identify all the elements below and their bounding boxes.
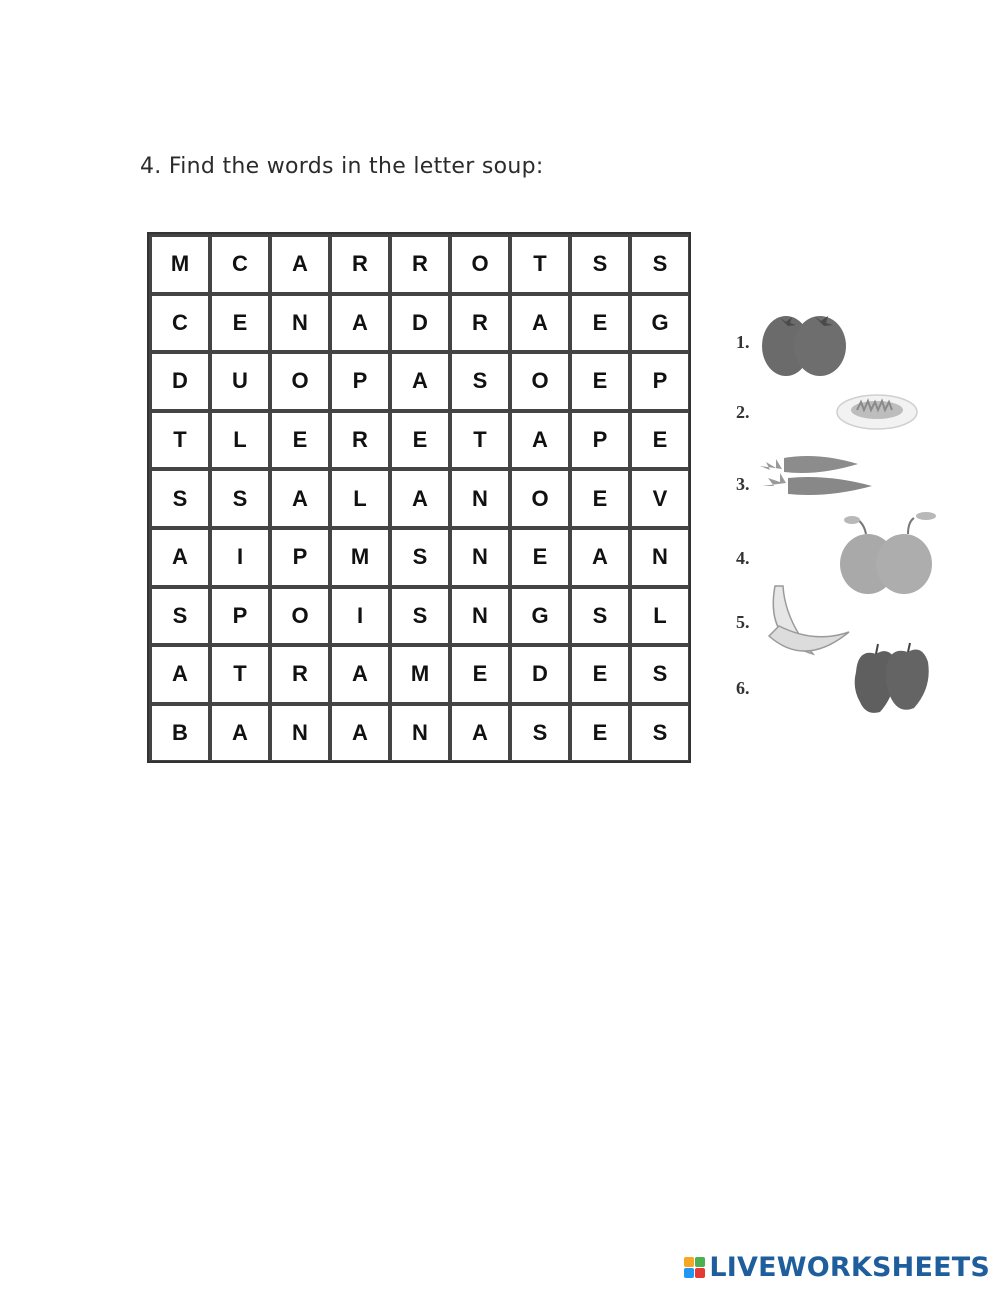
grid-cell: S	[389, 586, 449, 645]
grid-cell: A	[329, 293, 389, 352]
grid-cell: C	[209, 234, 269, 293]
grid-cell: E	[569, 703, 629, 762]
grid-cell: M	[389, 644, 449, 703]
grid-cell: P	[569, 410, 629, 469]
grid-cell: A	[329, 703, 389, 762]
grid-cell: L	[209, 410, 269, 469]
grid-cell: T	[149, 410, 209, 469]
grid-cell: E	[389, 410, 449, 469]
tomatoes-icon	[760, 302, 850, 382]
grid-cell: A	[389, 468, 449, 527]
grid-cell: L	[629, 586, 689, 645]
grid-cell: N	[449, 527, 509, 586]
grid-cell: S	[509, 703, 569, 762]
grid-cell: P	[629, 351, 689, 410]
grid-cell: S	[569, 586, 629, 645]
grid-cell: S	[629, 703, 689, 762]
apples-icon	[852, 642, 932, 717]
grid-cell: N	[389, 703, 449, 762]
grid-cell: A	[389, 351, 449, 410]
salad-icon	[835, 390, 920, 432]
grid-cell: A	[269, 234, 329, 293]
grid-cell: A	[569, 527, 629, 586]
grid-cell: T	[449, 410, 509, 469]
grid-cell: E	[569, 644, 629, 703]
grid-cell: S	[389, 527, 449, 586]
grid-cell: D	[389, 293, 449, 352]
grid-cell: N	[269, 703, 329, 762]
grid-cell: A	[509, 410, 569, 469]
grid-cell: S	[209, 468, 269, 527]
grid-cell: M	[149, 234, 209, 293]
grid-cell: E	[569, 351, 629, 410]
grid-cell: N	[269, 293, 329, 352]
grid-cell: S	[449, 351, 509, 410]
grid-cell: B	[149, 703, 209, 762]
grid-cell: O	[509, 468, 569, 527]
grid-cell: A	[449, 703, 509, 762]
picture-number-1: 1.	[736, 332, 750, 352]
grid-cell: S	[149, 468, 209, 527]
grid-cell: A	[329, 644, 389, 703]
grid-cell: E	[629, 410, 689, 469]
grid-cell: E	[509, 527, 569, 586]
grid-cell: T	[209, 644, 269, 703]
grid-cell: R	[269, 644, 329, 703]
grid-cell: P	[209, 586, 269, 645]
grid-cell: U	[209, 351, 269, 410]
grid-cell: A	[149, 527, 209, 586]
grid-cell: N	[449, 468, 509, 527]
liveworksheets-logo-icon	[684, 1257, 705, 1278]
picture-number-3: 3.	[736, 474, 750, 494]
carrots-icon	[758, 450, 878, 505]
grid-cell: E	[569, 293, 629, 352]
grid-cell: T	[509, 234, 569, 293]
grid-cell: S	[569, 234, 629, 293]
grid-cell: P	[329, 351, 389, 410]
grid-cell: O	[269, 351, 329, 410]
grid-cell: P	[269, 527, 329, 586]
grid-cell: I	[209, 527, 269, 586]
grid-cell: A	[509, 293, 569, 352]
grid-cell: C	[149, 293, 209, 352]
grid-cell: D	[149, 351, 209, 410]
grid-cell: R	[389, 234, 449, 293]
footer-logo	[684, 1252, 990, 1283]
grid-cell: G	[509, 586, 569, 645]
brand-name: LIVEWORKSHEETS	[709, 1252, 990, 1283]
grid-cell: R	[329, 234, 389, 293]
grid-cell: E	[569, 468, 629, 527]
grid-cell: A	[149, 644, 209, 703]
picture-list	[730, 290, 990, 730]
grid-cell: S	[629, 644, 689, 703]
picture-number-4: 4.	[736, 548, 750, 568]
grid-cell: A	[209, 703, 269, 762]
grid-cell: O	[509, 351, 569, 410]
grid-cell: R	[449, 293, 509, 352]
picture-number-5: 5.	[736, 612, 750, 632]
grid-cell: D	[509, 644, 569, 703]
grid-cell: M	[329, 527, 389, 586]
grid-cell: I	[329, 586, 389, 645]
grid-cell: A	[269, 468, 329, 527]
grid-cell: R	[329, 410, 389, 469]
grid-cell: O	[269, 586, 329, 645]
grid-cell: N	[629, 527, 689, 586]
bananas-icon	[765, 580, 855, 670]
grid-cell: S	[629, 234, 689, 293]
grid-cell: O	[449, 234, 509, 293]
grid-cell: E	[209, 293, 269, 352]
picture-number-2: 2.	[736, 402, 750, 422]
word-search-grid	[147, 232, 691, 763]
grid-cell: L	[329, 468, 389, 527]
grid-cell: N	[449, 586, 509, 645]
picture-number-6: 6.	[736, 678, 750, 698]
instruction-text: 4. Find the words in the letter soup:	[140, 154, 544, 179]
grid-cell: V	[629, 468, 689, 527]
grid-cell: E	[449, 644, 509, 703]
grid-cell: S	[149, 586, 209, 645]
grid-cell: E	[269, 410, 329, 469]
grid-cell: G	[629, 293, 689, 352]
